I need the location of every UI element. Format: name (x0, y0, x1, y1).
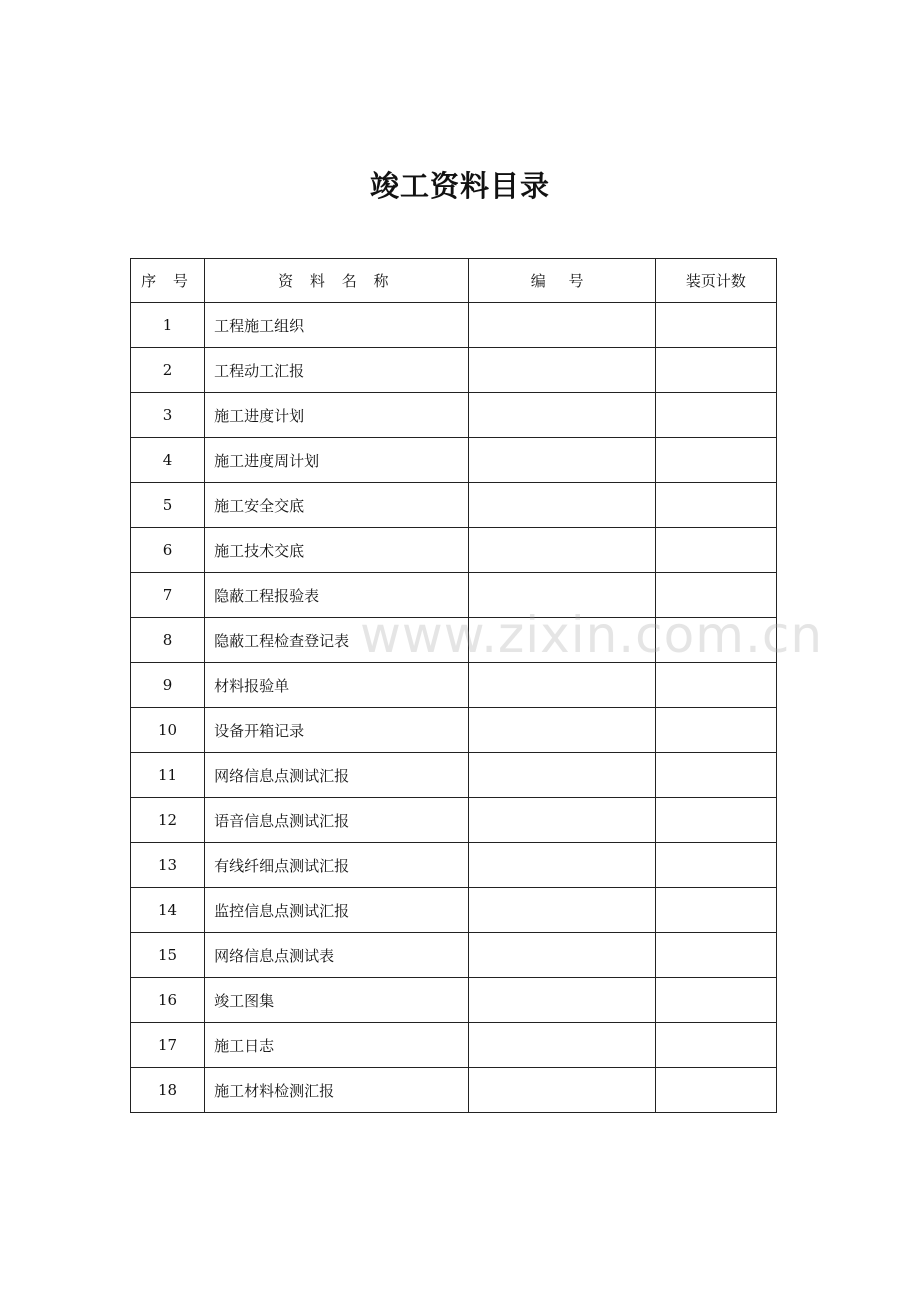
table-row (131, 573, 777, 618)
cell-pages (655, 843, 776, 888)
cell-pages (655, 303, 776, 348)
catalog-table (130, 258, 777, 1113)
cell-name: 设备开箱记录 (205, 708, 468, 753)
cell-pages (655, 798, 776, 843)
cell-code (468, 348, 655, 393)
cell-seq: 16 (131, 978, 205, 1023)
cell-code (468, 393, 655, 438)
cell-code (468, 753, 655, 798)
table-row (131, 438, 777, 483)
cell-name: 网络信息点测试汇报 (205, 753, 468, 798)
cell-pages (655, 753, 776, 798)
table-row (131, 393, 777, 438)
cell-seq: 1 (131, 303, 205, 348)
cell-seq: 2 (131, 348, 205, 393)
cell-seq: 18 (131, 1068, 205, 1113)
table-row (131, 1023, 777, 1068)
cell-seq: 15 (131, 933, 205, 978)
cell-code (468, 978, 655, 1023)
cell-code (468, 483, 655, 528)
cell-pages (655, 663, 776, 708)
cell-code (468, 798, 655, 843)
cell-pages (655, 888, 776, 933)
cell-code (468, 303, 655, 348)
table-row (131, 708, 777, 753)
cell-code (468, 843, 655, 888)
cell-code (468, 933, 655, 978)
cell-name: 施工进度计划 (205, 393, 468, 438)
table-header-row (131, 259, 777, 303)
cell-name: 隐蔽工程检查登记表 (205, 618, 468, 663)
cell-pages (655, 483, 776, 528)
cell-pages (655, 528, 776, 573)
table-row (131, 348, 777, 393)
table-row (131, 978, 777, 1023)
cell-name: 监控信息点测试汇报 (205, 888, 468, 933)
cell-pages (655, 933, 776, 978)
table-row (131, 618, 777, 663)
cell-pages (655, 978, 776, 1023)
cell-name: 有线纤细点测试汇报 (205, 843, 468, 888)
cell-name: 施工进度周计划 (205, 438, 468, 483)
cell-code (468, 1023, 655, 1068)
cell-name: 施工安全交底 (205, 483, 468, 528)
cell-code (468, 708, 655, 753)
cell-pages (655, 618, 776, 663)
cell-pages (655, 1023, 776, 1068)
cell-seq: 12 (131, 798, 205, 843)
cell-pages (655, 438, 776, 483)
cell-name: 工程施工组织 (205, 303, 468, 348)
table-row (131, 933, 777, 978)
table-row (131, 753, 777, 798)
cell-name: 工程动工汇报 (205, 348, 468, 393)
cell-code (468, 888, 655, 933)
table-row (131, 1068, 777, 1113)
cell-name: 隐蔽工程报验表 (205, 573, 468, 618)
cell-seq: 13 (131, 843, 205, 888)
cell-pages (655, 393, 776, 438)
watermark: www.zixin.com.cn (360, 606, 824, 664)
cell-code (468, 618, 655, 663)
cell-code (468, 528, 655, 573)
cell-seq: 17 (131, 1023, 205, 1068)
table-row (131, 483, 777, 528)
cell-seq: 8 (131, 618, 205, 663)
cell-name: 语音信息点测试汇报 (205, 798, 468, 843)
cell-seq: 7 (131, 573, 205, 618)
cell-pages (655, 348, 776, 393)
table-row (131, 798, 777, 843)
cell-seq: 3 (131, 393, 205, 438)
cell-name: 材料报验单 (205, 663, 468, 708)
cell-seq: 9 (131, 663, 205, 708)
header-pages: 装页计数 (655, 259, 776, 303)
table-row (131, 663, 777, 708)
cell-seq: 5 (131, 483, 205, 528)
cell-pages (655, 1068, 776, 1113)
header-code: 编 号 (468, 259, 655, 303)
cell-seq: 11 (131, 753, 205, 798)
table-row (131, 303, 777, 348)
page-title: 竣工资料目录 (369, 169, 550, 203)
cell-name: 施工材料检测汇报 (205, 1068, 468, 1113)
cell-seq: 4 (131, 438, 205, 483)
cell-seq: 10 (131, 708, 205, 753)
cell-pages (655, 573, 776, 618)
cell-seq: 14 (131, 888, 205, 933)
table-row (131, 888, 777, 933)
cell-seq: 6 (131, 528, 205, 573)
cell-pages (655, 708, 776, 753)
cell-name: 施工技术交底 (205, 528, 468, 573)
cell-name: 竣工图集 (205, 978, 468, 1023)
cell-code (468, 1068, 655, 1113)
cell-code (468, 573, 655, 618)
table-row (131, 528, 777, 573)
header-seq: 序 号 (131, 259, 205, 303)
cell-name: 施工日志 (205, 1023, 468, 1068)
cell-code (468, 438, 655, 483)
cell-name: 网络信息点测试表 (205, 933, 468, 978)
header-name: 资 料 名 称 (205, 259, 468, 303)
cell-code (468, 663, 655, 708)
table-row (131, 843, 777, 888)
